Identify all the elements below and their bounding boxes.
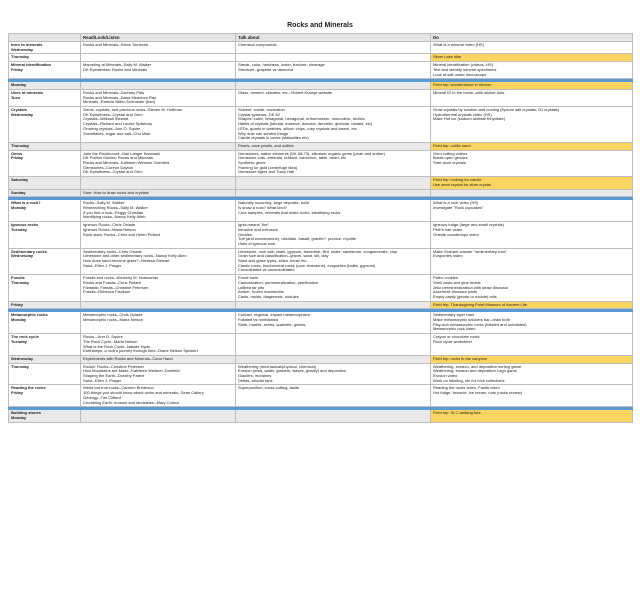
cell-line: Rock cycle worksheet [433,338,472,344]
cell-line: Gemstone tigers and Tracy Hall [238,169,295,175]
cell-line: Uses of minerals [11,89,44,95]
day-cell [9,177,81,189]
cell-line: DK Eyewitness--Crystal and Gem [83,111,143,117]
cell-line: Sand--Ellen J. Prager [83,377,122,383]
cell-line: Clastic rocks, biochemical rocks (coal, limestone), evaporites (halite, gypsum) [238,262,376,268]
read-cell [81,150,236,177]
cell-line: Sand and glass types--silica, borax etc. [238,258,308,264]
cell-line: Crumbling Earth: erosion and landslides--Mary Colson [83,399,180,405]
cell-line: Field trip: wonderstone in Vernon [433,82,492,88]
cell-line: Crystals--Richard and Louise Spilsbury [83,121,153,127]
cell-line: DK Eyewitness: Rocks and Minerals [83,66,148,72]
table-row [9,312,633,334]
cell-line: DK Eyewitness--Crystal and Gem [83,169,143,175]
cell-line: Contact, regional, impact metamorphism [238,312,310,318]
day-cell [9,275,81,302]
cell-line: Thursday [11,54,30,60]
cell-line: Mineral identification [11,62,52,68]
cell-line: Growing crystals--Ann O. Squire [83,125,141,131]
read-cell [81,177,236,189]
table-row [9,42,633,54]
day-cell [9,363,81,385]
cell-line: Igneous Rocks--Chris Oxlade [83,222,136,228]
cell-line: Limestone, rock salt, chalk, gypsum, travertine, flint, shale, sandstone, conglomerate, clay [238,248,397,254]
day-cell [9,334,81,356]
cell-line: Fossils [11,275,25,281]
cell-line: Tues [11,94,21,100]
read-cell [81,62,236,79]
read-cell [81,89,236,106]
cell-line: Uses of igneous rock [238,240,276,246]
table-row [9,275,633,302]
cell-line: Intro to minerals [11,42,43,47]
cell-line: Geology--Tim Clifford [83,394,121,400]
cell-line: Make metamorphic snickers bar--draw both [433,317,510,323]
read-cell [81,142,236,150]
cell-line: Gem cutting videos [433,150,468,156]
cell-line: Metamorphic rocks--Chris Oxlade [83,312,143,318]
cell-line: Wednesday [11,253,34,259]
table-row [9,189,633,197]
cell-line: Look at salt under microscope [433,71,487,77]
read-cell [81,107,236,143]
cell-line: Weathering, erosion, and deposition sorting game [433,363,522,369]
do-cell [431,312,633,334]
cell-line: Structure--graphite vs diamond [238,66,293,72]
cell-line: Field trip: rocks in the canyons [433,355,488,361]
cell-line: Igneous rocks [11,222,39,228]
read-cell [81,189,236,197]
read-cell [81,363,236,385]
day-cell [9,248,81,275]
day-cell [9,222,81,249]
cell-line: LaBrea tar pits [238,284,265,290]
read-cell [81,385,236,407]
do-cell [431,334,633,356]
cell-line: Chemical compounds [238,42,277,47]
read-cell [81,42,236,54]
column-header-day [9,34,81,42]
cell-line: Ignis means "fire" [238,222,270,228]
cell-line: Metamorphic rocks [11,312,48,318]
read-cell [81,200,236,222]
cell-line: Fantastic Fossils--Christine Petersen [83,284,149,290]
cell-line: Hot fudge, brownie, ice cream, nuts (rocks review) [433,390,522,396]
cell-line: Casts, molds, diagenesis, nodules [238,293,299,299]
cell-line: Metamorphic rocks--Maria Nelson [83,317,144,323]
table-row [9,89,633,106]
do-cell [431,42,633,54]
day-cell [9,54,81,62]
cell-line: Sedimentary rocks--Chris Oxlade [83,248,142,254]
day-cell [9,150,81,177]
cell-line: Identifying rocks--Nancy Kelly Allen [83,214,146,220]
talk-cell [236,355,431,363]
day-cell [9,142,81,150]
talk-cell [236,107,431,143]
do-cell [431,142,633,150]
talk-cell [236,62,431,79]
cell-line: Friday [11,155,24,161]
column-header-do: Do [431,34,633,42]
talk-cell [236,150,431,177]
table-row [9,334,633,356]
table-row [9,410,633,422]
cell-line: Wednesday [11,46,34,52]
day-cell [9,82,81,90]
read-cell [81,82,236,90]
table-row [9,301,633,309]
day-cell [9,89,81,106]
cell-line: 100 things you should know about rocks and minerals--Sean Callery [83,390,204,396]
table-row [9,107,633,143]
cell-line: Rockin' Rocks--Christine Petersen [83,363,144,369]
day-cell [9,62,81,79]
cell-line: Weird but true rocks--Carmen Bredeson [83,385,154,391]
cell-line: Snowflakes, sugar and salt--Chu Maki [83,130,151,136]
read-cell [81,248,236,275]
talk-cell [236,54,431,62]
cell-line: Fossils and rocks--Kimberly M. Hutmacher [83,275,159,281]
cell-line: Minerals--Patricia Miller-Schroeder (bad) [83,99,156,105]
cell-line: Gemstone cuts--emerald, brilliant, cabochon, table, heart, etc [238,155,347,161]
cell-line: Evaporites video [433,253,463,259]
cell-line: Sam: How to draw rocks and crystals [83,189,149,195]
talk-cell [236,363,431,385]
table-row [9,248,633,275]
day-cell [9,200,81,222]
page-title: Rocks and Minerals [287,22,353,29]
cell-line: Monday [11,415,27,420]
cell-line: Sedimentary layer bars [433,312,475,318]
cell-line: Play-doh metamorphic rocks (foliated and unfoliated) [433,321,527,327]
cell-line: Field trip: oolitic sand [433,142,471,148]
day-cell [9,301,81,309]
cell-line: Geodes [238,231,253,237]
day-cell [9,355,81,363]
lesson-plan-table [8,33,633,423]
cell-line: Rocks and Minerals--Kathleen Weidner Zoehfeld [83,160,170,166]
talk-cell [236,410,431,422]
cell-line: DK Pocket Guides: Rocks and Minerals [83,155,154,161]
cell-line: Thursday [11,363,30,369]
lesson-plan-body [9,42,633,423]
cell-line: Grow crystals by solution and cooling (Epsom salt crystals, OJ crystals) [433,107,560,113]
cell-line: Panning for gold (centrifuge idea) [238,164,298,170]
cell-line: Pearls, cave pearls, and oolites [238,142,294,148]
talk-cell [236,385,431,407]
do-cell [431,275,633,302]
cell-line: Reading the rocks video, Faults video [433,385,500,391]
cell-line: Synthetic gems [238,160,266,166]
cell-line: Core samples, minerals that make rocks, identifying rocks [238,209,341,215]
do-cell [431,363,633,385]
cell-line: What is a rock? [11,200,41,206]
column-header-talk: Talk about [236,34,431,42]
do-cell [431,189,633,197]
do-cell [431,385,633,407]
talk-cell [236,301,431,309]
talk-cell [236,42,431,54]
cell-line: Work on labeling, etc for rock collections [433,377,505,383]
cell-line: Monday [11,204,27,210]
cell-line: Thursday [11,142,30,148]
do-cell [431,150,633,177]
cell-line: The Rock Cycle--Maria Nelson [83,338,138,344]
day-cell [9,107,81,143]
cell-line: Make Graham cracker "sedimentary rock" [433,248,507,254]
cell-line: Streak, color, hardness, luster, fracture, cleavage [238,62,325,68]
cell-line: Deltas, alluvial fans [238,377,273,383]
cell-line: Superposition, cross-cutting, faults [238,385,300,391]
cell-line: Pele's hair video [433,226,463,232]
cell-line: How Mountains are Made--Kathleen Weidner Zoehfeld [83,368,180,374]
do-cell [431,200,633,222]
read-cell [81,410,236,422]
cell-line: Crayon or chocolate rocks [433,334,480,340]
table-row [9,82,633,90]
read-cell [81,334,236,356]
read-cell [81,301,236,309]
cell-line: Hydrothermal crystals video (HS) [433,111,492,117]
cell-line: Tuff (and wonderstone), obsidian, basalt, granite?, pumice, rhyolite [238,236,357,242]
cell-line: What is a rock video (HS) [433,200,479,206]
talk-cell [236,248,431,275]
cell-line: The rock cycle [11,334,39,340]
cell-line: Rocks--Sally M. Walker [83,200,125,206]
cell-line: Marveling at Minerals--Sally M. Walker [83,62,152,68]
cell-line: Crystals--Melissa Stewart [83,116,129,122]
cell-line: Rocks and Fossils--Chris Pellant [83,279,141,285]
talk-cell [236,177,431,189]
cell-line: Friday [11,390,24,396]
table-row [9,177,633,189]
cell-line: Grain size and classification--gravel, sand, silt, clay [238,253,329,259]
cell-line: Rocks and Minerals--Dana Meachen Rau [83,94,157,100]
read-cell [81,312,236,334]
cell-line: Igneous Rocks--Maria Nelson [83,226,136,232]
do-cell [431,107,633,143]
table-row [9,54,633,62]
do-cell [431,54,633,62]
cell-line: Amber, frozen mammoths [238,289,284,295]
cell-line: Naturally occurring, large deposits, solid [238,200,309,206]
table-row [9,385,633,407]
cell-line: Slate, marble, schist, quartzite, gneiss, [238,321,307,327]
cell-line: How does sand become glass?--Melissa Stewart [83,258,170,264]
cell-line: Monday [11,82,27,88]
cell-line: Gems, crystals, and precious rocks--Steven M. Hoffman [83,107,183,113]
cell-line: Consolidated vs unconsolidated [238,267,295,273]
cell-line: Field trip: Thanksgiving Point Museum of Ancient Life [433,301,527,307]
cell-line: If you find a rock--Peggy Christian [83,209,144,215]
do-cell [431,410,633,422]
cell-line: Test and identify mineral specimens [433,66,497,72]
talk-cell [236,189,431,197]
table-row [9,150,633,177]
cell-line: Crystals [11,107,27,113]
day-cell [9,385,81,407]
cell-line: Gemstones, native elements (DK 68-73), silicates, organic gems (pearl and amber) [238,150,385,156]
table-row [9,222,633,249]
cell-line: Rock stars: Rocks--Chris and Helen Pellant [83,231,160,237]
cell-line: Earthsteps: a rock's journey through time--Diane Nelson Spickert [83,348,198,354]
cell-line: Intrusive and extrusive [238,226,279,232]
cell-line: Field trip: SLC walking tour [433,410,481,416]
cell-line: Shell casts and glue molds [433,279,481,285]
cell-line: Carbonization, permineralization, petrification [238,279,319,285]
cell-line: Weathering, erosion and deposition Lego game [433,368,517,374]
cell-line: Weathering (mechanical/physical, chemical) [238,363,316,369]
cell-line: Silver Lake hike [433,54,462,60]
cell-line: Building stones [11,410,41,416]
talk-cell [236,334,431,356]
talk-cell [236,275,431,302]
do-cell [431,222,633,249]
talk-cell [236,89,431,106]
cell-line: Mineral ID in the home--with sticker dots [433,89,505,95]
cell-line: Jello permineralization with straw dinosaur [433,284,509,290]
talk-cell [236,222,431,249]
day-cell [9,410,81,422]
cell-line: Experiments with Rocks and Minerals--Carol Hand [83,355,173,361]
cell-line: Is snow a rock? What kind? [238,204,287,210]
cell-line: Julie the Rockhound--Gail Langer Karwoski [83,150,160,156]
cell-line: Erosion (wind, water, glaciers, waves, gravity) and deposition [238,368,347,374]
cell-line: Calcite crystals in caves (stalactites etc) [238,135,309,141]
cell-line: Fossils--Rebecca Faulkner [83,289,131,295]
cell-line: Tuesday [11,338,27,344]
read-cell [81,222,236,249]
cell-line: Fossil fuels [238,275,259,281]
read-cell [81,275,236,302]
cell-line: Granite countertops video [433,231,479,237]
cell-line: Wednesday [11,355,34,361]
cell-line: Assemble dinosaur parts [433,289,478,295]
cell-line: Glaciers, moraines [238,373,272,379]
read-cell [81,54,236,62]
talk-cell [236,82,431,90]
cell-line: Limestone and other sedimentary rocks--Nancy Kelly Allen [83,253,187,259]
cell-line: Reading the rocks [11,385,46,391]
cell-line: Solvent, solute, nucleation [238,107,285,113]
cell-line: Researching Rocks--Sally M. Walker [83,204,148,210]
table-row [9,363,633,385]
table-row [9,62,633,79]
cell-line: Mineral identification (videos--HS) [433,62,494,68]
do-cell [431,248,633,275]
do-cell [431,177,633,189]
cell-line: Igneous fudge (large and small crystals) [433,222,504,228]
cell-line: Use seed crystal for alum crystal [433,181,491,187]
cell-line: Saturday [11,177,29,183]
cell-line: Crystal systems--DK 62 [238,111,281,117]
cell-line: Start alum crystals [433,160,466,166]
table-row [9,200,633,222]
table-row [9,355,633,363]
cell-line: Shaping the Earth--Dorothy Patent [83,373,145,379]
cell-line: What is a mineral video (HS) [433,42,484,47]
cell-line: Investigate "Rock cupcakes" [433,204,484,210]
header-row [9,34,633,42]
do-cell [431,301,633,309]
cell-line: Gems [11,150,23,156]
cell-line: Rocks and Minerals--Steve Tomecek [83,42,149,47]
cell-line: Break open geodes [433,155,468,161]
cell-line: Gemstones--Connor Dayton [83,164,134,170]
cell-line: Paleo cookies [433,275,458,281]
cell-line: Why dust can scratch things [238,130,289,136]
table-row [9,142,633,150]
do-cell [431,355,633,363]
cell-line: Metamorphic rock video [433,326,476,332]
cell-line: Make Hot ice (sodium acetate trihydrate) [433,116,506,122]
talk-cell [236,312,431,334]
do-cell [431,82,633,90]
cell-line: Rocks-- Ann O. Squire [83,334,123,340]
read-cell [81,355,236,363]
cell-line: Field trip: looking for calcite [433,177,482,183]
cell-line: What is the Rock Cycle--Natalie Hyde [83,343,150,349]
cell-line: Sand--Ellen J. Prager [83,262,122,268]
cell-line: Sunday [11,189,26,195]
cell-line: Shapes: cubic, tetragonal, hexagonal, orthorhombic, monoclinic, triclinic [238,116,365,122]
cell-line: Empty cavity (geode or nodule) rolls [433,293,497,299]
cell-line: Monday [11,317,27,323]
cell-line: Tuesday [11,226,27,232]
day-cell [9,189,81,197]
cell-line: Habits of crystals (tabular, massive, acicular, dendritic, globular, bladed, etc) [238,121,373,127]
cell-line: Erosion video [433,373,458,379]
cell-line: Rocks and Minerals--Zachary Pitts [83,89,145,95]
cell-line: Wednesday [11,111,34,117]
cell-line: Friday [11,66,24,72]
column-header-read: Read/Look/Listen [81,34,236,42]
do-cell [431,89,633,106]
day-cell [9,312,81,334]
cell-line: Glass, cement, silicates, etc.--Robert Krampf website [238,89,333,95]
cell-line: Thursday [11,279,30,285]
do-cell [431,62,633,79]
day-cell [9,42,81,54]
talk-cell [236,200,431,222]
cell-line: LEDs, quartz in watches, silicon chips, ruby crystals and lasers, etc [238,125,357,131]
cell-line: Foliated vs nonfoliated [238,317,279,323]
talk-cell [236,142,431,150]
cell-line: Friday [11,301,24,307]
cell-line: Sedimentary rocks [11,248,47,254]
